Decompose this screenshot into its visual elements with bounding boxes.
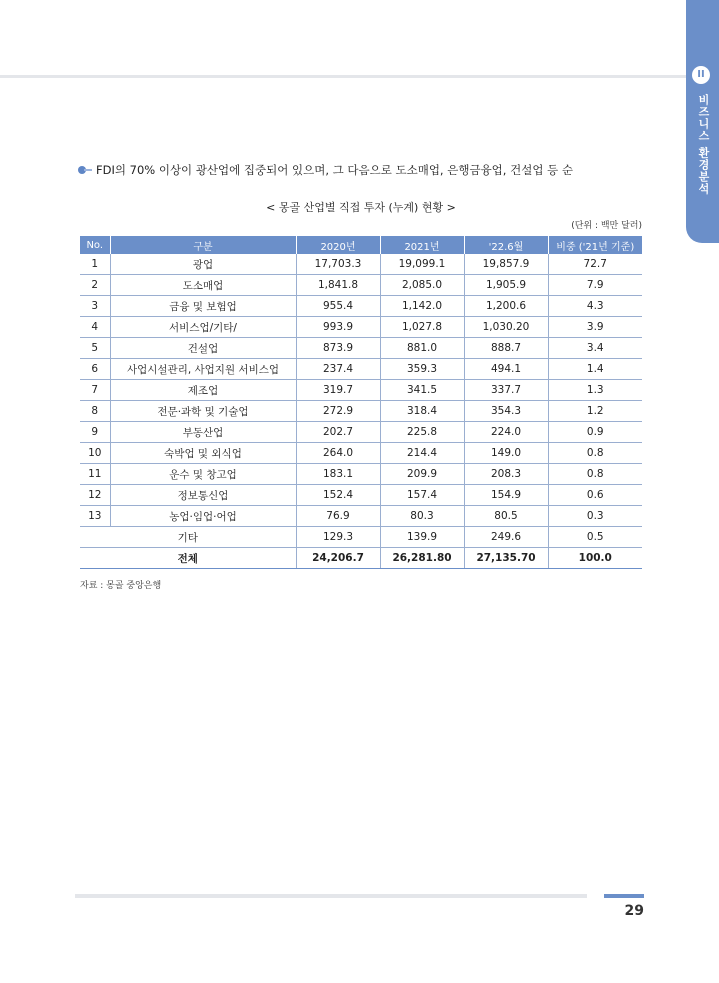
- row-no: 1: [80, 254, 110, 275]
- row-share: 3.9: [548, 317, 642, 338]
- row-category: 기타: [80, 527, 296, 548]
- row-value-2020: 183.1: [296, 464, 380, 485]
- row-share: 72.7: [548, 254, 642, 275]
- row-value-2020: 264.0: [296, 443, 380, 464]
- header-2022-jun: '22.6월: [464, 236, 548, 254]
- table-row: [80, 359, 642, 380]
- row-value-2022: 1,905.9: [464, 275, 548, 296]
- row-value-2022: 1,200.6: [464, 296, 548, 317]
- row-value-2021: 881.0: [380, 338, 464, 359]
- row-value-2022: 154.9: [464, 485, 548, 506]
- row-value-2022: 888.7: [464, 338, 548, 359]
- row-value-2020: 152.4: [296, 485, 380, 506]
- table-row: [80, 296, 642, 317]
- row-category: 숙박업 및 외식업: [110, 443, 296, 464]
- summary-bullet: [78, 162, 573, 178]
- row-no: 8: [80, 401, 110, 422]
- row-category: 전문·과학 및 기술업: [110, 401, 296, 422]
- table-row: [80, 275, 642, 296]
- row-no: 10: [80, 443, 110, 464]
- row-value-2022: 1,030.20: [464, 317, 548, 338]
- row-no: 7: [80, 380, 110, 401]
- row-value-2021: 225.8: [380, 422, 464, 443]
- row-no: 2: [80, 275, 110, 296]
- row-category: 전체: [80, 548, 296, 569]
- chapter-number-badge: II: [692, 66, 710, 84]
- row-category: 정보통신업: [110, 485, 296, 506]
- row-value-2022: 249.6: [464, 527, 548, 548]
- table-unit: (단위 : 백만 달러): [571, 221, 642, 231]
- row-category: 농업·임업·어업: [110, 506, 296, 527]
- row-value-2020: 873.9: [296, 338, 380, 359]
- row-no: 6: [80, 359, 110, 380]
- row-value-2022: 208.3: [464, 464, 548, 485]
- row-share: 100.0: [548, 548, 642, 569]
- row-share: 0.9: [548, 422, 642, 443]
- row-share: 7.9: [548, 275, 642, 296]
- row-value-2020: 272.9: [296, 401, 380, 422]
- row-share: 0.8: [548, 464, 642, 485]
- table-row: [80, 422, 642, 443]
- page-number: 29: [624, 903, 644, 919]
- header-no: No.: [80, 236, 110, 254]
- row-value-2022: 337.7: [464, 380, 548, 401]
- row-value-2022: 19,857.9: [464, 254, 548, 275]
- table-row: [80, 380, 642, 401]
- header-rule: [0, 75, 686, 78]
- row-share: 3.4: [548, 338, 642, 359]
- footer-rule: [75, 894, 587, 898]
- header-2021: 2021년: [380, 236, 464, 254]
- row-share: 0.3: [548, 506, 642, 527]
- row-value-2021: 341.5: [380, 380, 464, 401]
- row-value-2021: 1,142.0: [380, 296, 464, 317]
- row-value-2021: 209.9: [380, 464, 464, 485]
- row-value-2021: 318.4: [380, 401, 464, 422]
- table-row: [80, 443, 642, 464]
- row-no: 3: [80, 296, 110, 317]
- row-category: 서비스업/기타/: [110, 317, 296, 338]
- table-row: [80, 485, 642, 506]
- table-row-other: [80, 527, 642, 548]
- row-value-2020: 319.7: [296, 380, 380, 401]
- table-body: [80, 254, 642, 569]
- header-2020: 2020년: [296, 236, 380, 254]
- header-category: 구분: [110, 236, 296, 254]
- row-share: 0.8: [548, 443, 642, 464]
- row-no: 4: [80, 317, 110, 338]
- row-share: 1.3: [548, 380, 642, 401]
- row-no: 9: [80, 422, 110, 443]
- fdi-table: [80, 236, 642, 569]
- row-no: 13: [80, 506, 110, 527]
- row-value-2020: 24,206.7: [296, 548, 380, 569]
- row-value-2020: 993.9: [296, 317, 380, 338]
- table-row: [80, 317, 642, 338]
- bullet-icon: [78, 166, 92, 174]
- row-category: 사업시설관리, 사업지원 서비스업: [110, 359, 296, 380]
- row-share: 1.4: [548, 359, 642, 380]
- row-value-2022: 27,135.70: [464, 548, 548, 569]
- row-value-2020: 17,703.3: [296, 254, 380, 275]
- row-value-2020: 1,841.8: [296, 275, 380, 296]
- table-row: [80, 506, 642, 527]
- header-share: 비중 ('21년 기준): [548, 236, 642, 254]
- row-category: 건설업: [110, 338, 296, 359]
- summary-text: FDI의 70% 이상이 광산업에 집중되어 있으며, 그 다음으로 도소매업, 은행금융업, 건설업 등 순: [96, 163, 573, 177]
- row-value-2021: 214.4: [380, 443, 464, 464]
- row-value-2021: 26,281.80: [380, 548, 464, 569]
- row-value-2021: 1,027.8: [380, 317, 464, 338]
- row-value-2020: 129.3: [296, 527, 380, 548]
- row-value-2020: 237.4: [296, 359, 380, 380]
- row-value-2021: 19,099.1: [380, 254, 464, 275]
- row-share: 0.6: [548, 485, 642, 506]
- row-category: 금융 및 보험업: [110, 296, 296, 317]
- row-no: 12: [80, 485, 110, 506]
- row-share: 0.5: [548, 527, 642, 548]
- row-value-2021: 80.3: [380, 506, 464, 527]
- table-row: [80, 401, 642, 422]
- row-value-2022: 224.0: [464, 422, 548, 443]
- row-value-2022: 494.1: [464, 359, 548, 380]
- row-value-2021: 157.4: [380, 485, 464, 506]
- row-value-2022: 149.0: [464, 443, 548, 464]
- row-share: 4.3: [548, 296, 642, 317]
- row-value-2022: 354.3: [464, 401, 548, 422]
- row-value-2020: 76.9: [296, 506, 380, 527]
- source-note: 자료 : 몽골 중앙은행: [80, 581, 162, 591]
- row-value-2021: 359.3: [380, 359, 464, 380]
- row-value-2020: 202.7: [296, 422, 380, 443]
- row-value-2021: 139.9: [380, 527, 464, 548]
- table-header-row: [80, 236, 642, 254]
- row-category: 제조업: [110, 380, 296, 401]
- row-no: 5: [80, 338, 110, 359]
- chapter-title: 비즈니스 환경분석: [697, 94, 710, 195]
- row-share: 1.2: [548, 401, 642, 422]
- footer-accent: [604, 894, 644, 898]
- row-category: 부동산업: [110, 422, 296, 443]
- row-value-2022: 80.5: [464, 506, 548, 527]
- table-row: [80, 338, 642, 359]
- row-category: 운수 및 창고업: [110, 464, 296, 485]
- row-value-2021: 2,085.0: [380, 275, 464, 296]
- row-value-2020: 955.4: [296, 296, 380, 317]
- row-category: 도소매업: [110, 275, 296, 296]
- row-category: 광업: [110, 254, 296, 275]
- row-no: 11: [80, 464, 110, 485]
- table-row-total: [80, 548, 642, 569]
- table-row: [80, 464, 642, 485]
- table-title: < 몽골 산업별 직접 투자 (누계) 현황 >: [266, 201, 456, 214]
- table-row: [80, 254, 642, 275]
